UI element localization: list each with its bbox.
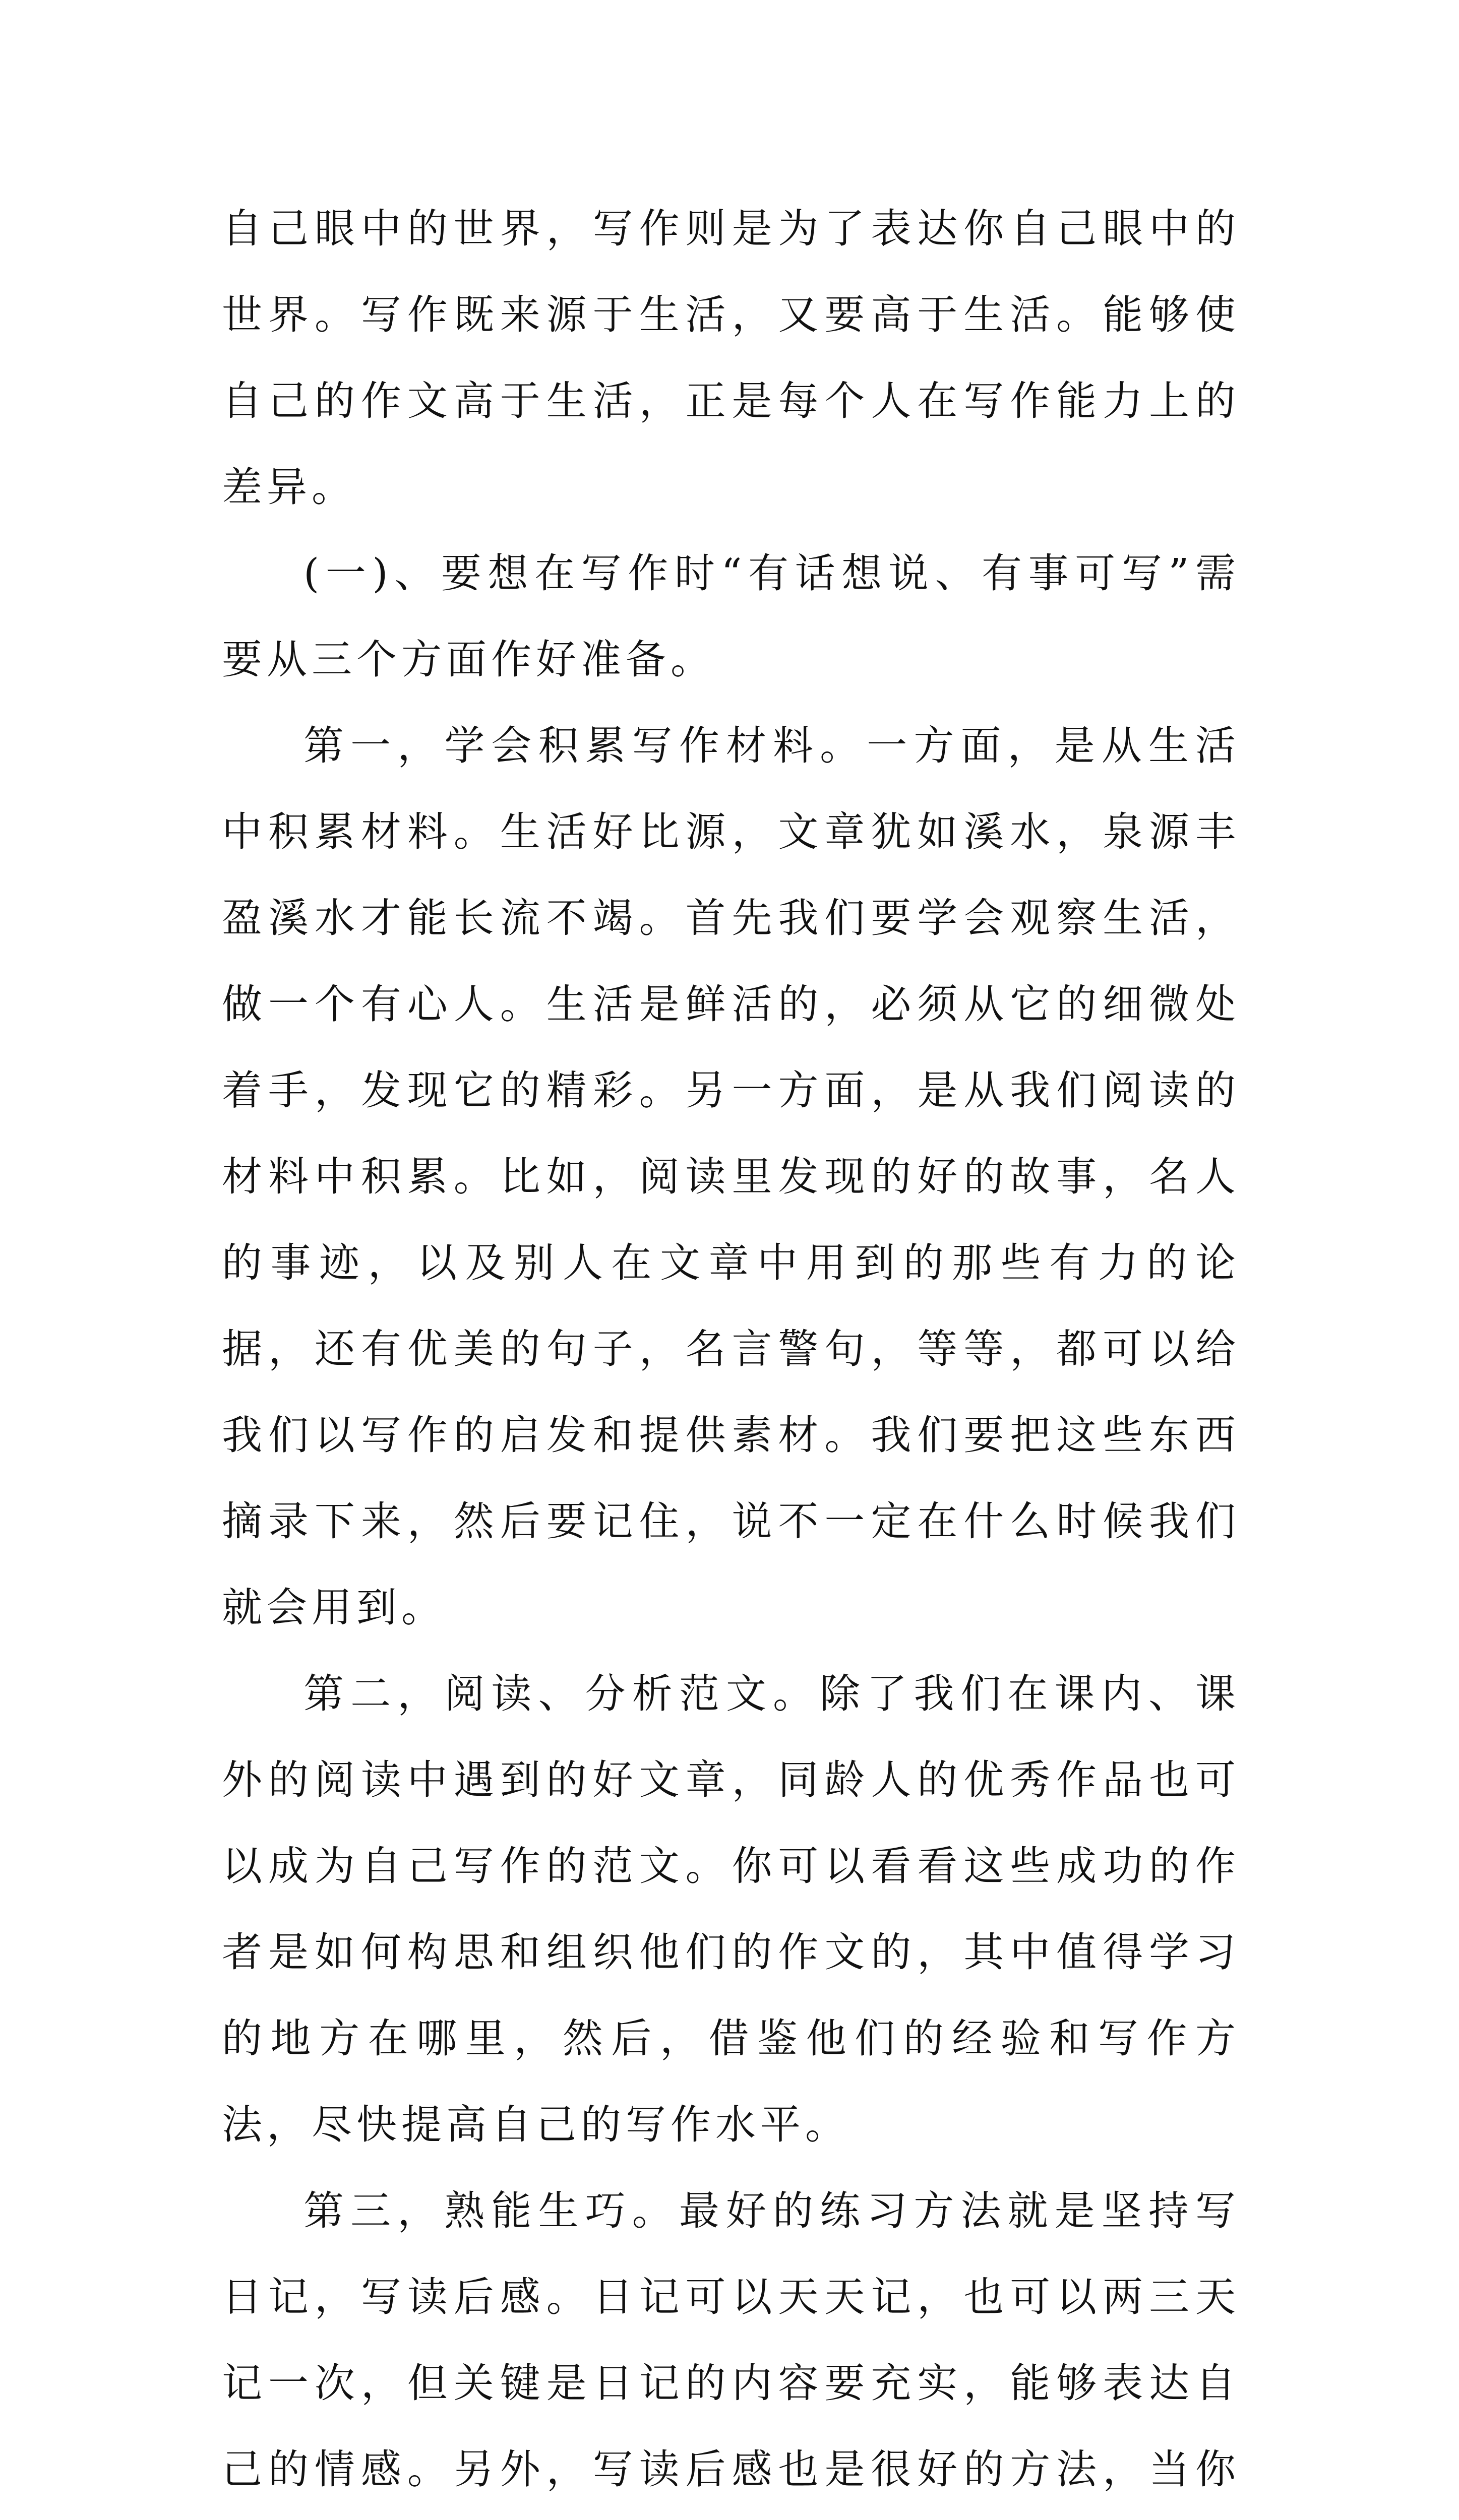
paragraph-first-point: 第一，学会积累写作材料。一方面，是从生活中积累材料。生活好比源，文章犹如溪水，泉源丰盈溪水才能长流不竭。首先我们要学会观察生活，做一个有心人。生活是鲜活的，必须从它的细微处着手，发现它的精彩。另一方面，是从我们阅读的材料中积累。比如，阅读里发现的好的故事，名人的事迹，以及别人在文章中用到的那些有力的论据，还有优美的句子，名言警句，等等，都可以给我们以写作的启发和提供素材。我们要把这些东西摘录下来，然后要记住，说不一定在什么时候我们就会用到。 bbox=[222, 722, 1240, 1631]
paragraph-third-point: 第三，熟能生巧。最好的练习方法就是坚持写日记，写读后感。日记可以天天记，也可以两三天记一次，但关键是日记的内容要充实，能够表达自己的情感。另外，写读后感也是很好的方法，当你 bbox=[222, 2187, 1240, 2493]
document-body bbox=[222, 185, 1240, 2520]
paragraph-second-point: 第二，阅读、分析范文。除了我们在课内、课外的阅读中遇到的好文章，同龄人的优秀作品也可以成为自己写作的范文。你可以看看这些成功的作者是如何构思和组织他们的作文的，其中值得学习的地方在哪里，然后，借鉴他们的经验和写作方法，尽快提高自己的写作水平。 bbox=[222, 1670, 1240, 2148]
paragraph-section-heading: (一)、要想在写作时“有话想说、有事可写”需要从三个方面作好准备。 bbox=[222, 550, 1240, 683]
paragraph-continuation: 自己眼中的世界，写作则是为了表达你自己眼中的世界。写作既来源于生活，又要高于生活。能够使自己的作文高于生活，正是每个人在写作能力上的差异。 bbox=[222, 205, 1240, 511]
